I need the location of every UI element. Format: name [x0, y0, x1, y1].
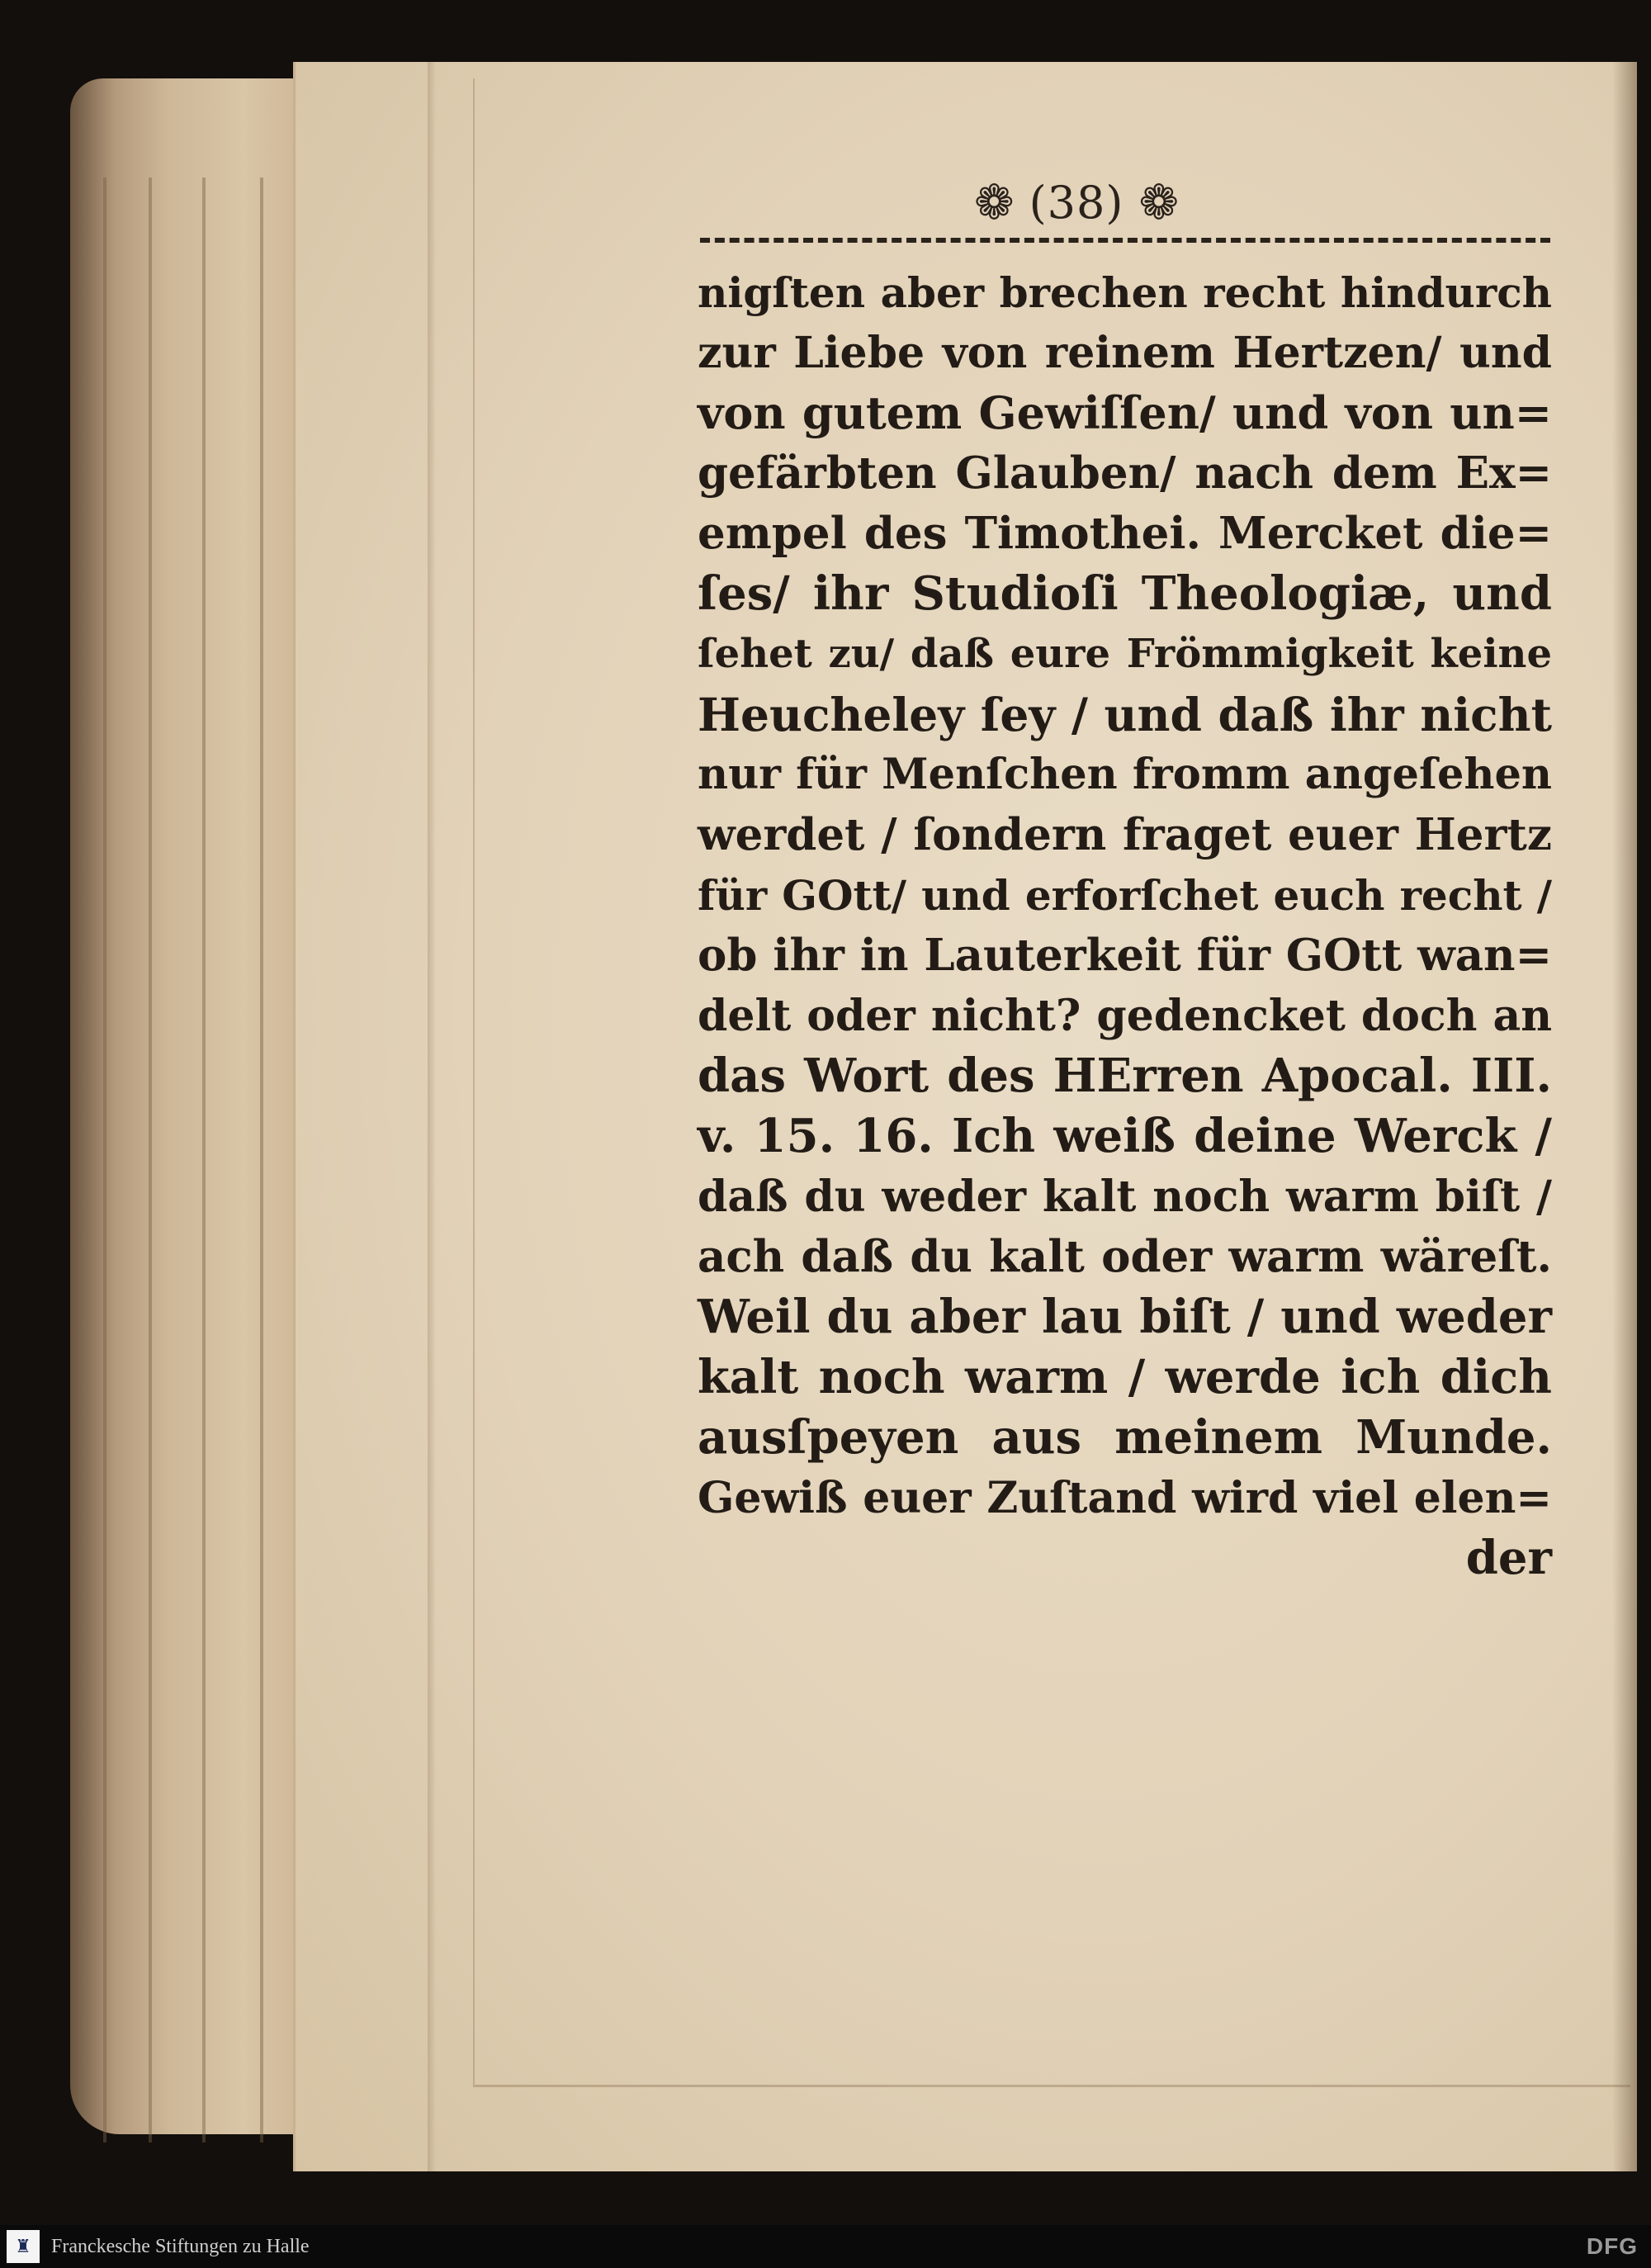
body-text — [698, 263, 1552, 1589]
page-edge-line — [202, 178, 206, 2143]
text-line: ach daß du kalt oder warm wäreſt. — [698, 1231, 1552, 1282]
text-line: daß du weder kalt noch warm biſt / — [698, 1172, 1552, 1222]
text-line: kalt noch warm / werde ich dich — [698, 1350, 1552, 1404]
text-line: empel des Timothei. Mercket die= — [698, 508, 1552, 559]
page-edge-line — [103, 178, 106, 2143]
logo-glyph: ♜ — [15, 2236, 31, 2257]
page-edge-line — [149, 178, 152, 2143]
ornament-right-icon: ❁ — [1138, 174, 1180, 230]
text-line: Heucheley ſey / und daß ihr nicht — [698, 688, 1552, 741]
text-line: ob ihr in Lauterkeit für GOtt wan= — [698, 930, 1552, 981]
page-edge-line — [260, 178, 263, 2143]
text-line: delt oder nicht? gedencket doch an — [698, 991, 1552, 1041]
page-stack-edge — [70, 78, 318, 2134]
page-right-edge — [1612, 62, 1637, 2171]
dfg-logo: DFG — [1586, 2233, 1638, 2259]
text-line: gefärbten Glauben/ nach dem Ex= — [698, 447, 1552, 499]
page-number: (38) — [1029, 176, 1124, 229]
viewer-footer — [0, 2225, 1651, 2268]
text-line: ſehet zu/ daß eure Frömmigkeit keine — [698, 631, 1552, 677]
text-line: ſes/ ihr Studioſi Theologiæ, und — [698, 566, 1552, 621]
text-line: der — [1465, 1531, 1552, 1585]
text-line: ausſpeyen aus meinem Munde. — [698, 1410, 1552, 1465]
text-line: werdet / ſondern fraget euer Hertz — [698, 809, 1552, 860]
page-fold — [428, 62, 436, 2171]
text-line: für GOtt/ und erforſchet euch recht / — [698, 871, 1552, 920]
page-header — [974, 169, 1179, 235]
text-line: nigſten aber brechen recht hindurch — [698, 268, 1552, 317]
institution-name: Franckesche Stiftungen zu Halle — [51, 2235, 310, 2257]
institution-logo-icon — [7, 2230, 40, 2263]
ornament-left-icon: ❁ — [974, 174, 1015, 230]
text-line: nur für Menſchen fromm angeſehen — [698, 750, 1552, 799]
text-line: das Wort des HErren Apocal. III. — [698, 1049, 1552, 1103]
text-line: von gutem Gewiſſen/ und von un= — [698, 386, 1552, 439]
text-line: Gewiß euer Zuſtand wird viel elen= — [698, 1473, 1552, 1523]
text-line: Weil du aber lau biſt / und weder — [698, 1290, 1552, 1344]
header-rule — [700, 238, 1550, 243]
text-line: zur Liebe von reinem Hertzen/ und — [698, 328, 1552, 378]
text-line: v. 15. 16. Ich weiß deine Werck / — [698, 1109, 1552, 1163]
